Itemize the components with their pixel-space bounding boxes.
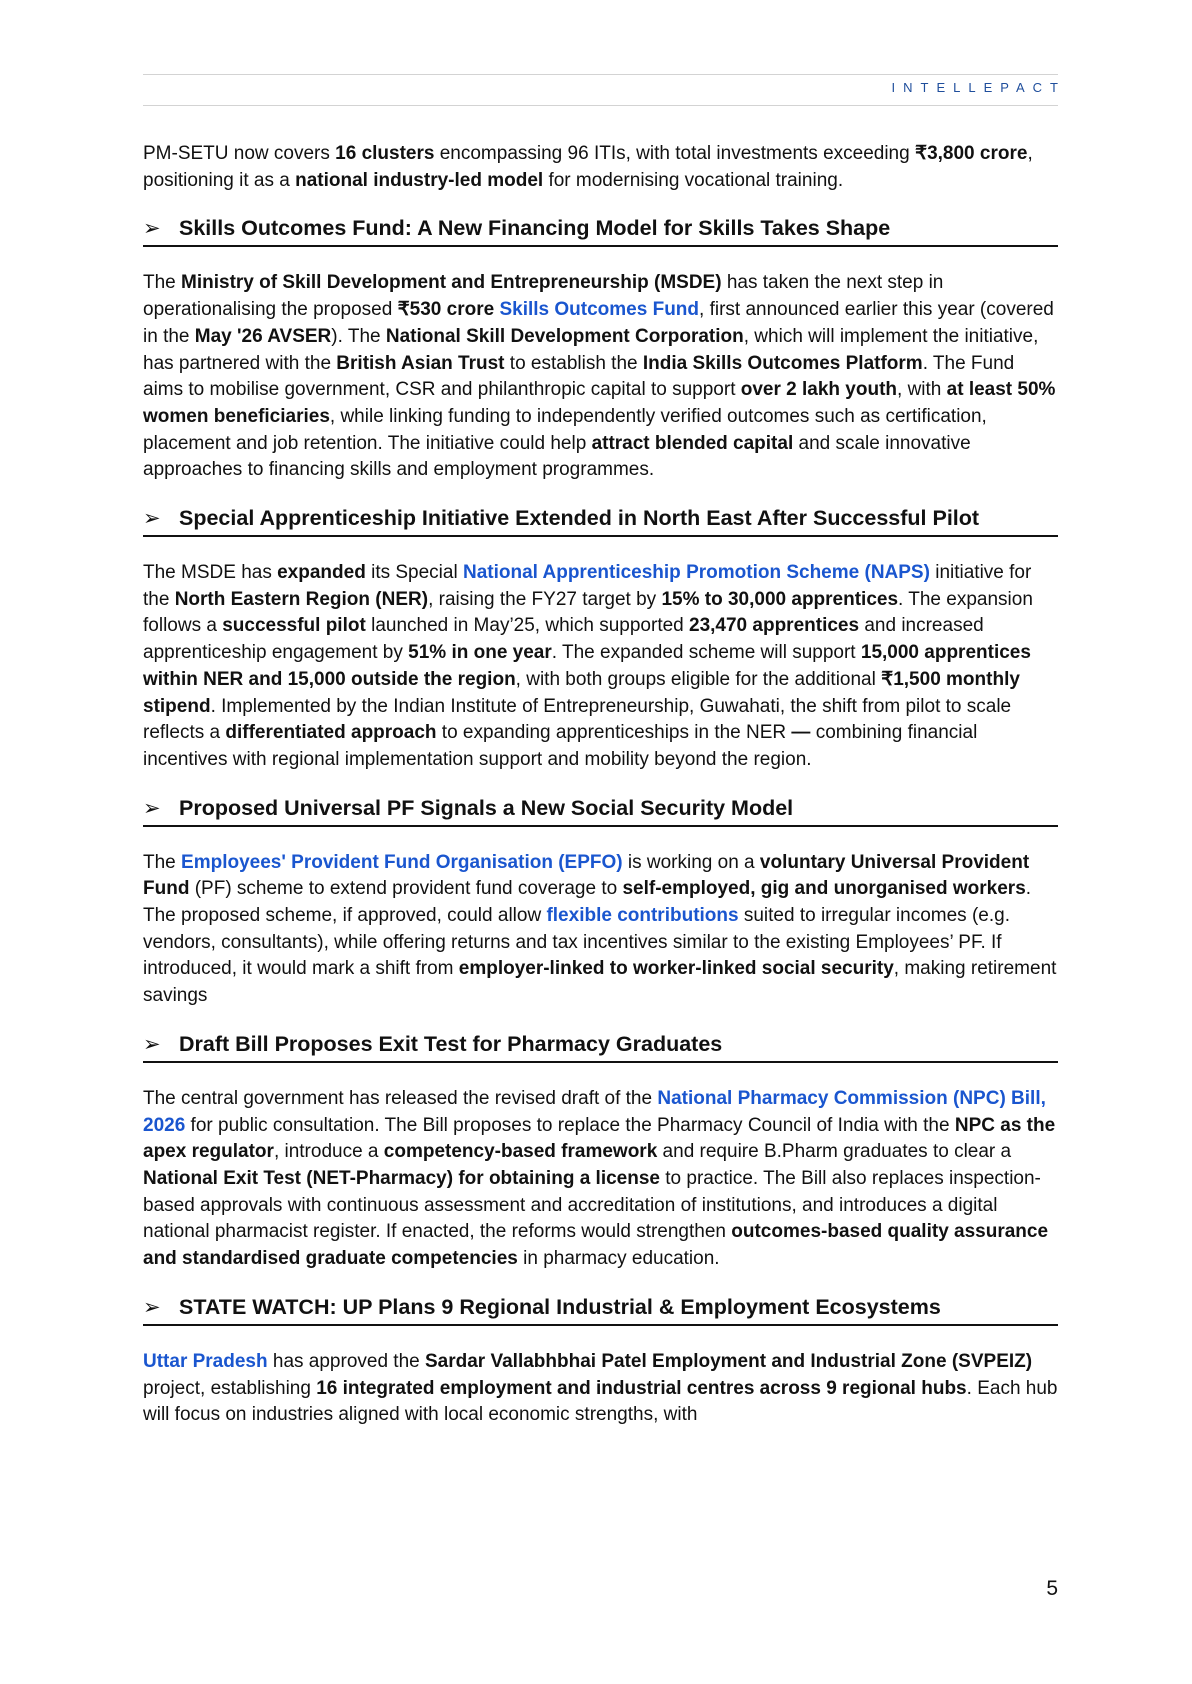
link-npc-bill[interactable]: National Pharmacy Commission (NPC) Bill, 2026 [143,1087,1046,1136]
arrow-bullet-icon: ➢ [143,216,161,241]
section-title: Skills Outcomes Fund: A New Financing Model for Skills Takes Shape [179,216,891,241]
section-heading-state-watch [143,1293,1058,1326]
section-heading-universal-pf [143,794,1058,827]
section-heading-apprenticeship [143,504,1058,537]
section-paragraph-universal-pf: The Employees' Provident Fund Organisation (EPFO) is working on a voluntary Universal Provident Fund (PF) scheme to extend provident fund coverage to self-employed, gig and unorganised workers. The proposed scheme, if approved, could allow flexible contributions suited to irregular incomes (e.g. vendors, consultants), while offering returns and tax incentives similar to the existing Employees’ PF. If introduced, it would mark a shift from employer-linked to worker-linked social security, making retirement savings [143,851,1057,1007]
section-title: STATE WATCH: UP Plans 9 Regional Industrial & Employment Ecosystems [179,1294,941,1319]
section-paragraph-state-watch: Uttar Pradesh has approved the Sardar Vallabhbhai Patel Employment and Industrial Zone (SVPEIZ) project, establishing 16 integrated employment and industrial centres across 9 regional hubs. Each hub will focus on industries aligned with local economic strengths, with [143,1350,1058,1426]
section-title: Proposed Universal PF Signals a New Social Security Model [179,795,794,820]
intro-paragraph: PM-SETU now covers 16 clusters encompassing 96 ITIs, with total investments exceeding ₹3,800 crore, positioning it as a national industry-led model for modernising vocational training. [143,143,1033,191]
section-title: Special Apprenticeship Initiative Extended in North East After Successful Pilot [179,506,980,531]
page-number: 5 [1046,1577,1058,1600]
section-heading-pharmacy-bill [143,1030,1058,1063]
section-title: Draft Bill Proposes Exit Test for Pharmacy Graduates [179,1031,723,1056]
section-paragraph-skills-outcomes-fund: The Ministry of Skill Development and Entrepreneurship (MSDE) has taken the next step in operationalising the proposed ₹530 crore Skills Outcomes Fund, first announced earlier this year (covered in the May '26 AVSER). The National Skill Development Corporation, which will implement the initiative, has partnered with the British Asian Trust to establish the India Skills Outcomes Platform. The Fund aims to mobilise government, CSR and philanthropic capital to support over 2 lakh youth, with at least 50% women beneficiaries, while linking funding to independently verified outcomes such as certification, placement and job retention. The initiative could help attract blended capital and scale innovative approaches to financing skills and employment programmes. [143,272,1056,481]
article-body [143,141,1058,1429]
header-rule-top [143,74,1058,75]
arrow-bullet-icon: ➢ [143,506,161,531]
link-flexible-contributions[interactable]: flexible contributions [546,905,739,927]
header-rule-bottom [143,105,1058,106]
section-heading-skills-outcomes-fund [143,214,1058,247]
document-page [143,0,1066,1684]
arrow-bullet-icon: ➢ [143,1031,161,1056]
link-skills-outcomes-fund[interactable]: Skills Outcomes Fund [499,299,700,321]
link-naps[interactable]: National Apprenticeship Promotion Scheme (NAPS) [462,562,930,584]
link-epfo[interactable]: Employees' Provident Fund Organisation (EPFO) [181,851,623,873]
arrow-bullet-icon: ➢ [143,795,161,820]
section-paragraph-pharmacy-bill: The central government has released the revised draft of the National Pharmacy Commission (NPC) Bill, 2026 for public consultation. The Bill proposes to replace the Pharmacy Council of India with the NPC as the apex regulator, introduce a competency-based framework and require B.Pharm graduates to clear a National Exit Test (NET-Pharmacy) for obtaining a license to practice. The Bill also replaces inspection-based approvals with continuous assessment and accreditation of institutions, and introduces a digital national pharmacist register. If enacted, the reforms would strengthen outcomes-based quality assurance and standardised graduate competencies in pharmacy education. [143,1087,1056,1270]
brand-wordmark: INTELLEPACT [891,80,1066,95]
section-paragraph-apprenticeship: The MSDE has expanded its Special National Apprenticeship Promotion Scheme (NAPS) initiative for the North Eastern Region (NER), raising the FY27 target by 15% to 30,000 apprentices. The expansion follows a successful pilot launched in May’25, which supported 23,470 apprentices and increased apprenticeship engagement by 51% in one year. The expanded scheme will support 15,000 apprentices within NER and 15,000 outside the region, with both groups eligible for the additional ₹1,500 monthly stipend. Implemented by the Indian Institute of Entrepreneurship, Guwahati, the shift from pilot to scale reflects a differentiated approach to expanding apprenticeships in the NER — combining financial incentives with regional implementation support and mobility beyond the region. [143,562,1033,770]
arrow-bullet-icon: ➢ [143,1294,161,1319]
link-uttar-pradesh[interactable]: Uttar Pradesh [143,1350,268,1372]
